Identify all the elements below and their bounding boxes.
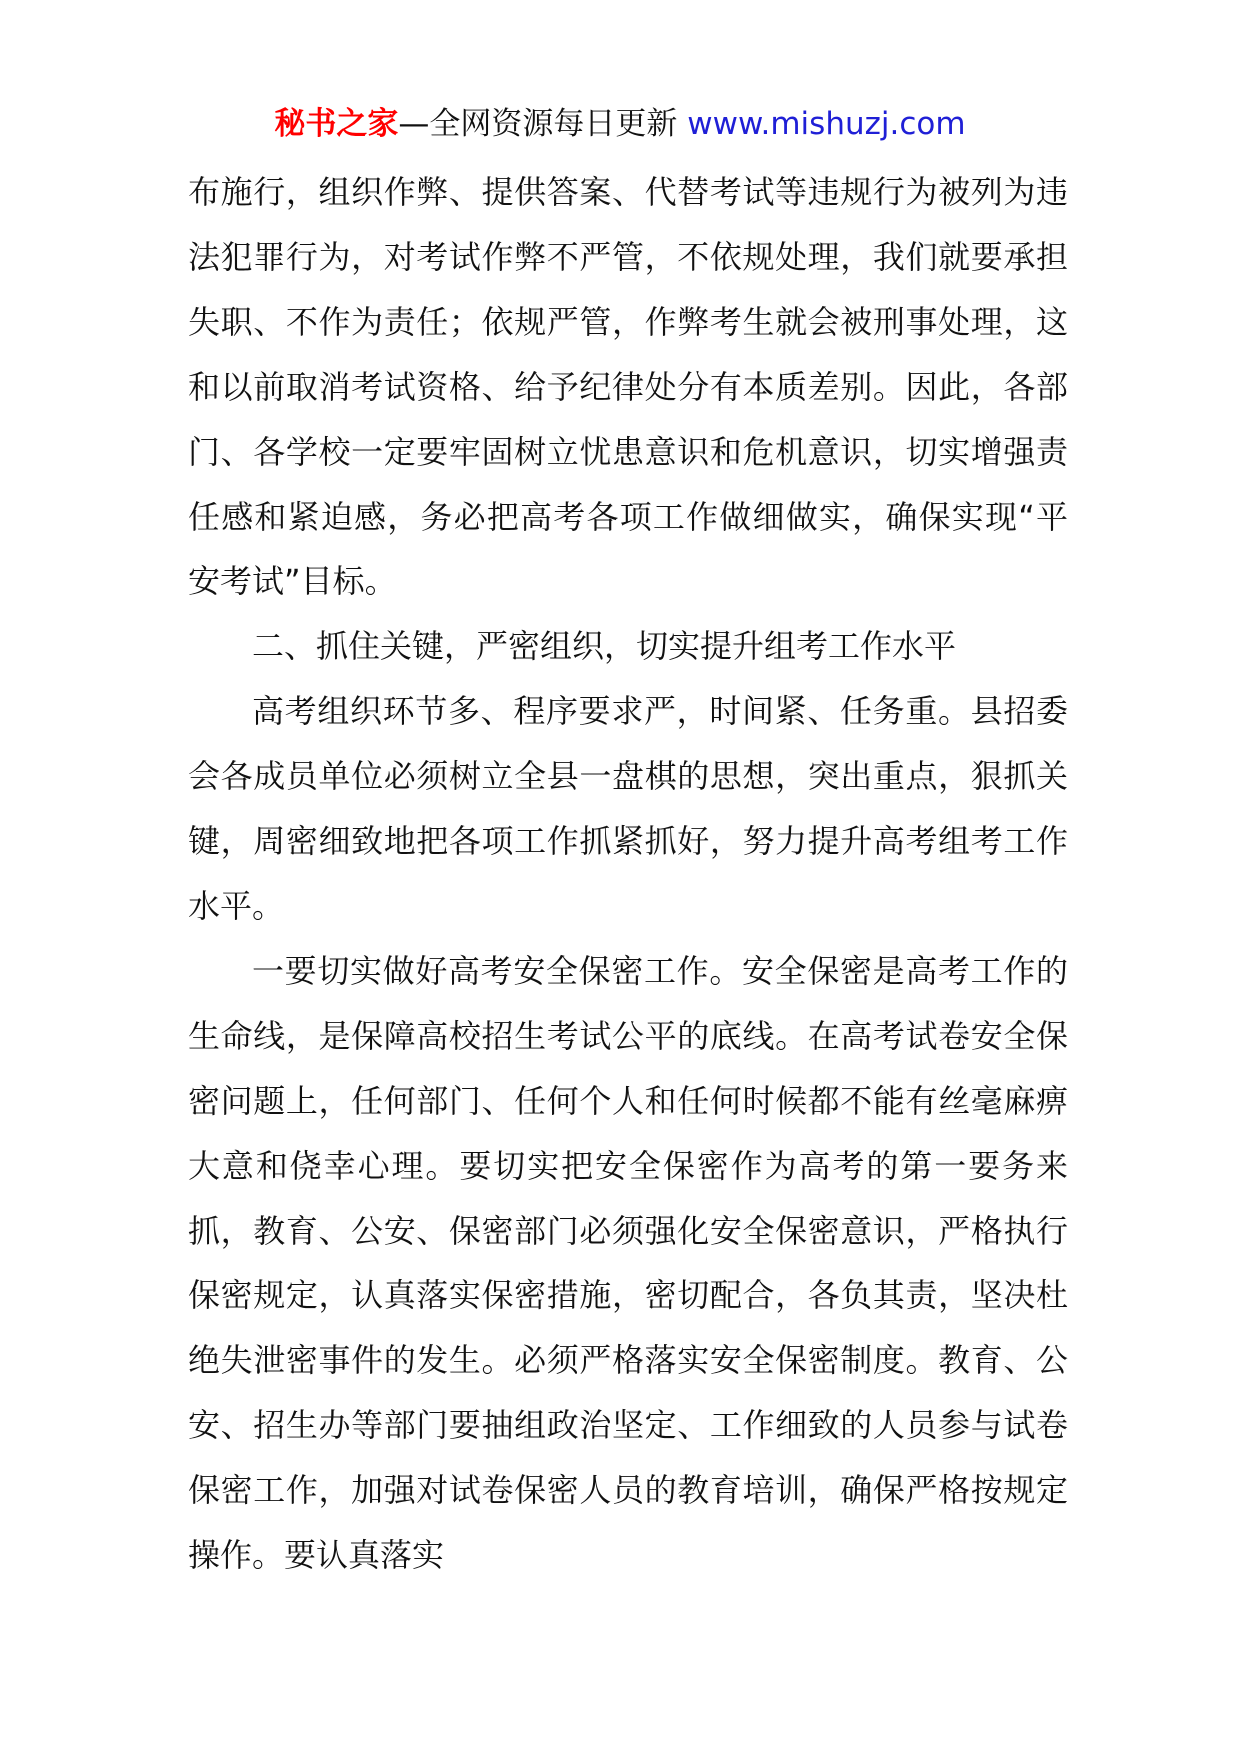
paragraph: 高考组织环节多、程序要求严，时间紧、任务重。县招委会各成员单位必须树立全县一盘棋的思想，突出重点，狠抓关键，周密细致地把各项工作抓紧抓好，努力提升高考组考工作水平。 (188, 692, 1068, 925)
section-heading: 二、抓住关键，严密组织，切实提升组考工作水平 (252, 627, 957, 666)
document-body (188, 160, 1068, 1588)
site-header (0, 102, 1240, 146)
paragraph-continued: 布施行，组织作弊、提供答案、代替考试等违规行为被列为违法犯罪行为，对考试作弊不严管，不依规处理，我们就要承担失职、不作为责任；依规严管，作弊考生就会被刑事处理，这和以前取消考试资格、给予纪律处分有本质差别。因此，各部门、各学校一定要牢固树立忧患意识和危机意识，切实增强责任感和紧迫感，务必把高考各项工作做细做实，确保实现“平安考试”目标。 (188, 173, 1068, 601)
header-slogan: —全网资源每日更新 (398, 106, 688, 142)
site-url-link[interactable]: www.mishuzj.com (687, 106, 966, 142)
brand-name: 秘书之家 (274, 106, 399, 142)
paragraph: 一要切实做好高考安全保密工作。安全保密是高考工作的生命线，是保障高校招生考试公平的底线。在高考试卷安全保密问题上，任何部门、任何个人和任何时候都不能有丝毫麻痹大意和侥幸心理。要切实把安全保密作为高考的第一要务来抓，教育、公安、保密部门必须强化安全保密意识，严格执行保密规定，认真落实保密措施，密切配合，各负其责，坚决杜绝失泄密事件的发生。必须严格落实安全保密制度。教育、公安、招生办等部门要抽组政治坚定、工作细致的人员参与试卷保密工作，加强对试卷保密人员的教育培训，确保严格按规定操作。要认真落实 (188, 951, 1068, 1575)
